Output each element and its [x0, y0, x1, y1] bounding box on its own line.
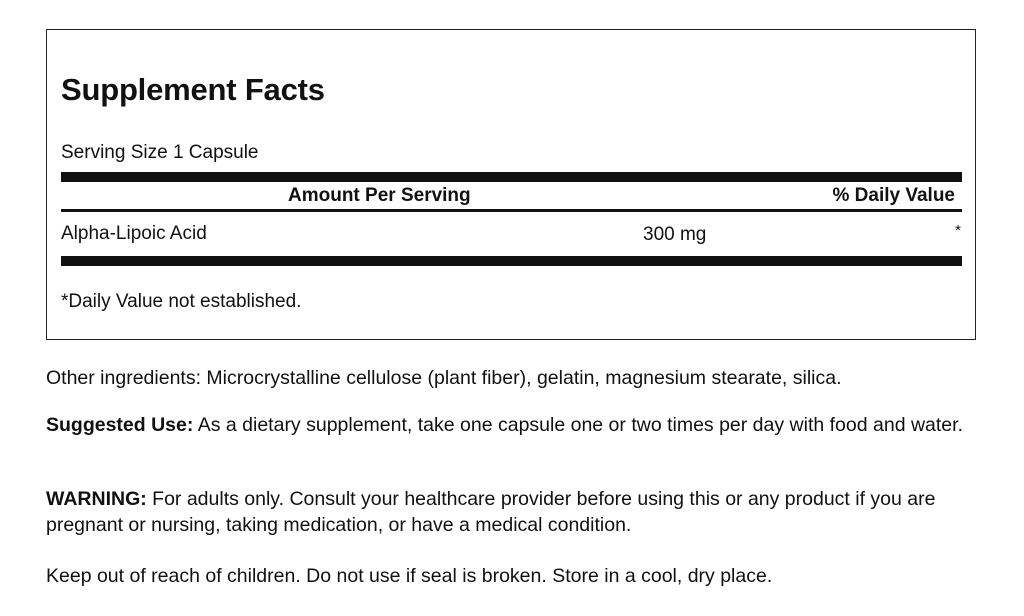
warning [46, 486, 986, 538]
storage-instructions: Keep out of reach of children. Do not use if seal is broken. Store in a cool, dry place. [46, 565, 773, 587]
serving-size: Serving Size 1 Capsule [61, 142, 259, 163]
daily-value-footnote: *Daily Value not established. [61, 291, 302, 312]
suggested-use [46, 412, 986, 438]
suggested-use-label: Suggested Use: [46, 414, 194, 436]
ingredient-amount: 300 mg [643, 224, 707, 245]
ingredient-daily-value: * [955, 222, 961, 239]
header-daily-value: % Daily Value [832, 185, 955, 206]
thick-divider-top [61, 172, 962, 182]
ingredient-name: Alpha-Lipoic Acid [61, 223, 207, 244]
header-amount-per-serving: Amount Per Serving [288, 185, 471, 206]
supplement-facts-panel [46, 29, 976, 340]
warning-label: WARNING: [46, 488, 147, 510]
other-ingredients: Other ingredients: Microcrystalline cellulose (plant fiber), gelatin, magnesium stearate, silica. [46, 367, 842, 389]
thin-divider [61, 209, 962, 212]
suggested-use-text: As a dietary supplement, take one capsule one or two times per day with food and water. [193, 414, 963, 436]
warning-text: For adults only. Consult your healthcare provider before using this or any product if you are pregnant or nursing, taking medication, or have a medical condition. [46, 488, 936, 536]
facts-title: Supplement Facts [61, 72, 325, 107]
thick-divider-bottom [61, 256, 962, 266]
